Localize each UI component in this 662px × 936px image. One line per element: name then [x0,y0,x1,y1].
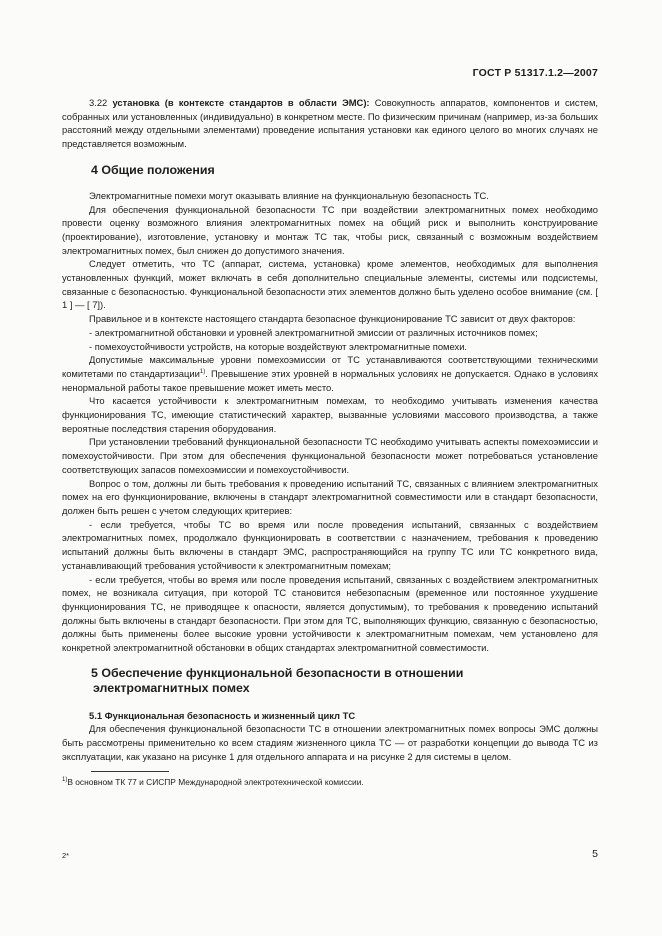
paragraph: Следует отметить, что ТС (аппарат, система, установка) кроме элементов, необходимых для выполнения установленных функций, может включать в себя дополнительно специальные элементы, системы или подсистемы, связанные с безопасностью. Функциональной безопасности этих элементов должно быть уделено особое внимание (см. [ 1 ] — [ 7]). [62,258,598,311]
clause-term: установка (в контексте стандартов в области ЭМС): [112,97,370,108]
section-5-heading [91,666,598,696]
paragraph: При установлении требований функциональной безопасности ТС необходимо учитывать аспекты помехоэмиссии и помехоустойчивости. При этом для обеспечения функциональной безопасности может потребоваться установление соответствующих запасов помехоэмиссии и помехоустойчивости. [62,436,598,475]
emission-text-b: . Превышение этих уровней в нормальных условиях не допускается. Однако в условиях ненормальной работы такое превышение может иметь место. [62,367,599,393]
list-item: - электромагнитной обстановки и уровней электромагнитной эмиссии от различных источников помех; [89,326,538,338]
list-item: - если требуется, чтобы во время или после проведения испытаний, связанных с воздействием электромагнитных помех, не возникала ситуация, при которой ТС становится небезопасным (временное или постоянное ухудшение функционирования ТС, не приводящее к опасности, является допустимым), то требования к проведению испытаний должны быть включены в стандарт безопасности. При этом для ТС, выполняющих функцию, связанную с безопасностью, должны быть применены более высокие уровни устойчивости к электромагнитным помехам, чем установлено для конкретной электромагнитной обстановки в общих стандартах электромагнитной совместимости. [62,573,598,654]
clause-number: 3.22 [89,97,108,108]
clause-3-22 [62,96,598,151]
footnote-divider [91,771,169,772]
section-5-heading-line2: электромагнитных помех [93,680,250,695]
paragraph: Правильное и в контексте настоящего стандарта безопасное функционирование ТС зависит от двух факторов: [89,313,576,325]
page-number: 5 [592,848,598,860]
clause-definition: Совокупность аппаратов, компонентов и систем, собранных или установленных (индивидуально) в конкретном месте. По физическим причинам (например, из-за больших расстояний между отдельными элементами) проведение испытания установки как единого целого во многих случаях не представляется возможным. [62,97,599,150]
footnote [62,777,598,788]
list-item: - если требуется, чтобы ТС во время или после проведения испытаний, связанных с воздействием электромагнитных помех, продолжало функционировать в соответствии с назначением, требования к проведению испытаний должны быть включены в стандарт ЭМС, распространяющийся на группу ТС или ТС конкретного вида, устанавливающий требования устойчивости к электромагнитным помехам; [62,518,598,571]
section-5-heading-line1: 5 Обеспечение функциональной безопасности в отношении [91,665,464,680]
paragraph-emission [62,353,598,394]
paragraph: Для обеспечения функциональной безопасности ТС в отношении электромагнитных помех вопросы ЭМС должны быть рассмотрены применительно ко всем стадиям жизненного цикла ТС — от разработки концепции до вывода ТС из эксплуатации, как указано на рисунке 1 для отдельного аппарата и на рисунке 2 для системы в целом. [62,723,598,762]
sheet-mark: 2* [62,851,70,860]
section-4-heading: 4 Общие положения [91,162,215,177]
document-code: ГОСТ Р 51317.1.2—2007 [472,67,598,79]
page-body [62,96,598,788]
paragraph: Для обеспечения функциональной безопасности ТС при воздействии электромагнитных помех необходимо провести оценку возможного влияния электромагнитных помех на общий риск и выполнить конструирование (проектирование), изготовление, установку и монтаж ТС так, чтобы риск, связанный с возможным воздействием электромагнитных помех, был снижен до допустимого значения. [62,203,598,256]
paragraph: Что касается устойчивости к электромагнитным помехам, то необходимо учитывать изменения качества функционирования ТС, имеющие статистический характер, вызванные условиями массового производства, а также вероятные последствия старения оборудования. [62,395,598,434]
footnote-marker: 1) [62,776,68,783]
emission-text-a: Допустимые максимальные уровни помехоэмиссии от ТС устанавливаются соответствующими техническими комитетами по стандартизации [62,354,598,379]
footnote-ref: 1) [199,368,206,375]
paragraph: Вопрос о том, должны ли быть требования к проведению испытаний ТС, связанных с влиянием электромагнитных помех на его функционирование, включены в стандарт электромагнитной совместимости или в стандарт безопасности, должен быть решен с учетом следующих критериев: [62,477,598,516]
footnote-text: В основном ТК 77 и СИСПР Международной электротехнической комиссии. [67,776,364,787]
paragraph: Электромагнитные помехи могут оказывать влияние на функциональную безопасность ТС. [89,189,489,201]
list-item: - помехоустойчивости устройств, на которые воздействуют электромагнитные помехи. [89,340,468,352]
subsection-5-1-heading: 5.1 Функциональная безопасность и жизненный цикл ТС [89,709,356,721]
